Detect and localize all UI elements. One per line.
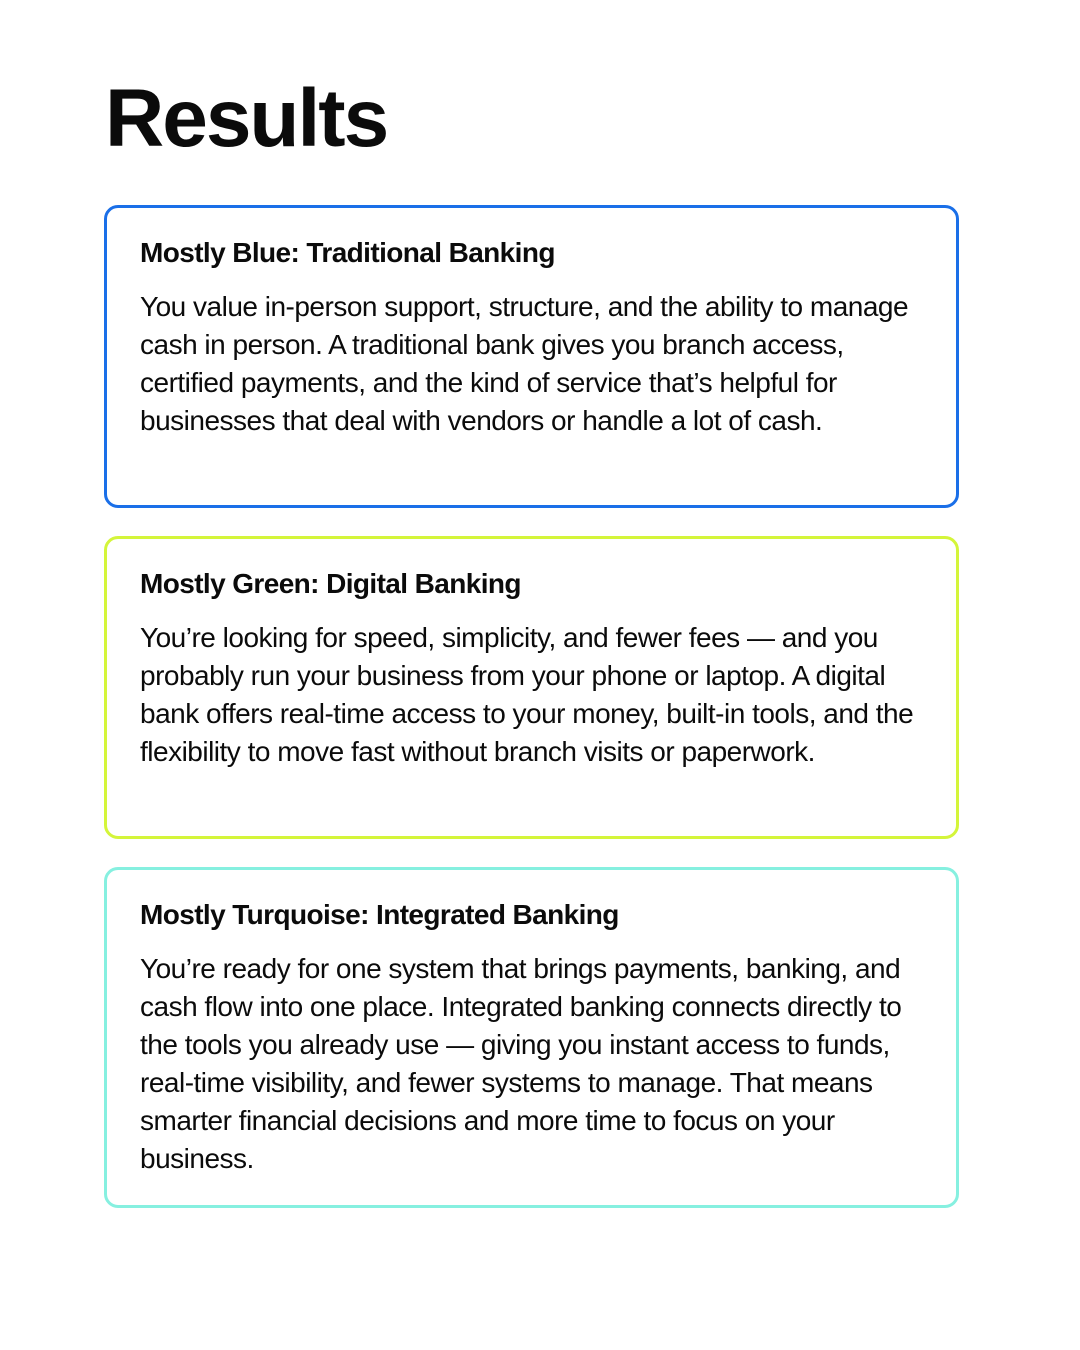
card-description: You’re looking for speed, simplicity, and fewer fees — and you probably run your business from your phone or laptop. A digital bank offers real-time access to your money, built-in tools, and the flexibility to move fast without branch visits or paperwork. <box>140 622 914 767</box>
card-description: You value in-person support, structure, and the ability to manage cash in person. A traditional bank gives you branch access, certified payments, and the kind of service that’s helpful for businesses that deal with vendors or handle a lot of cash. <box>140 291 909 436</box>
card-description: You’re ready for one system that brings payments, banking, and cash flow into one place. Integrated banking connects directly to the tools you already use — giving you instant access to funds, real-time visibility, and fewer systems to manage. That means smarter financial decisions and more time to focus on your business. <box>140 953 902 1174</box>
result-card-green <box>104 536 959 839</box>
page-title: Results <box>105 73 388 164</box>
result-card-turquoise <box>104 867 959 1208</box>
card-title: Mostly Turquoise: Integrated Banking <box>140 899 619 930</box>
card-title: Mostly Green: Digital Banking <box>140 568 521 599</box>
result-card-blue <box>104 205 959 508</box>
card-title: Mostly Blue: Traditional Banking <box>140 237 555 268</box>
